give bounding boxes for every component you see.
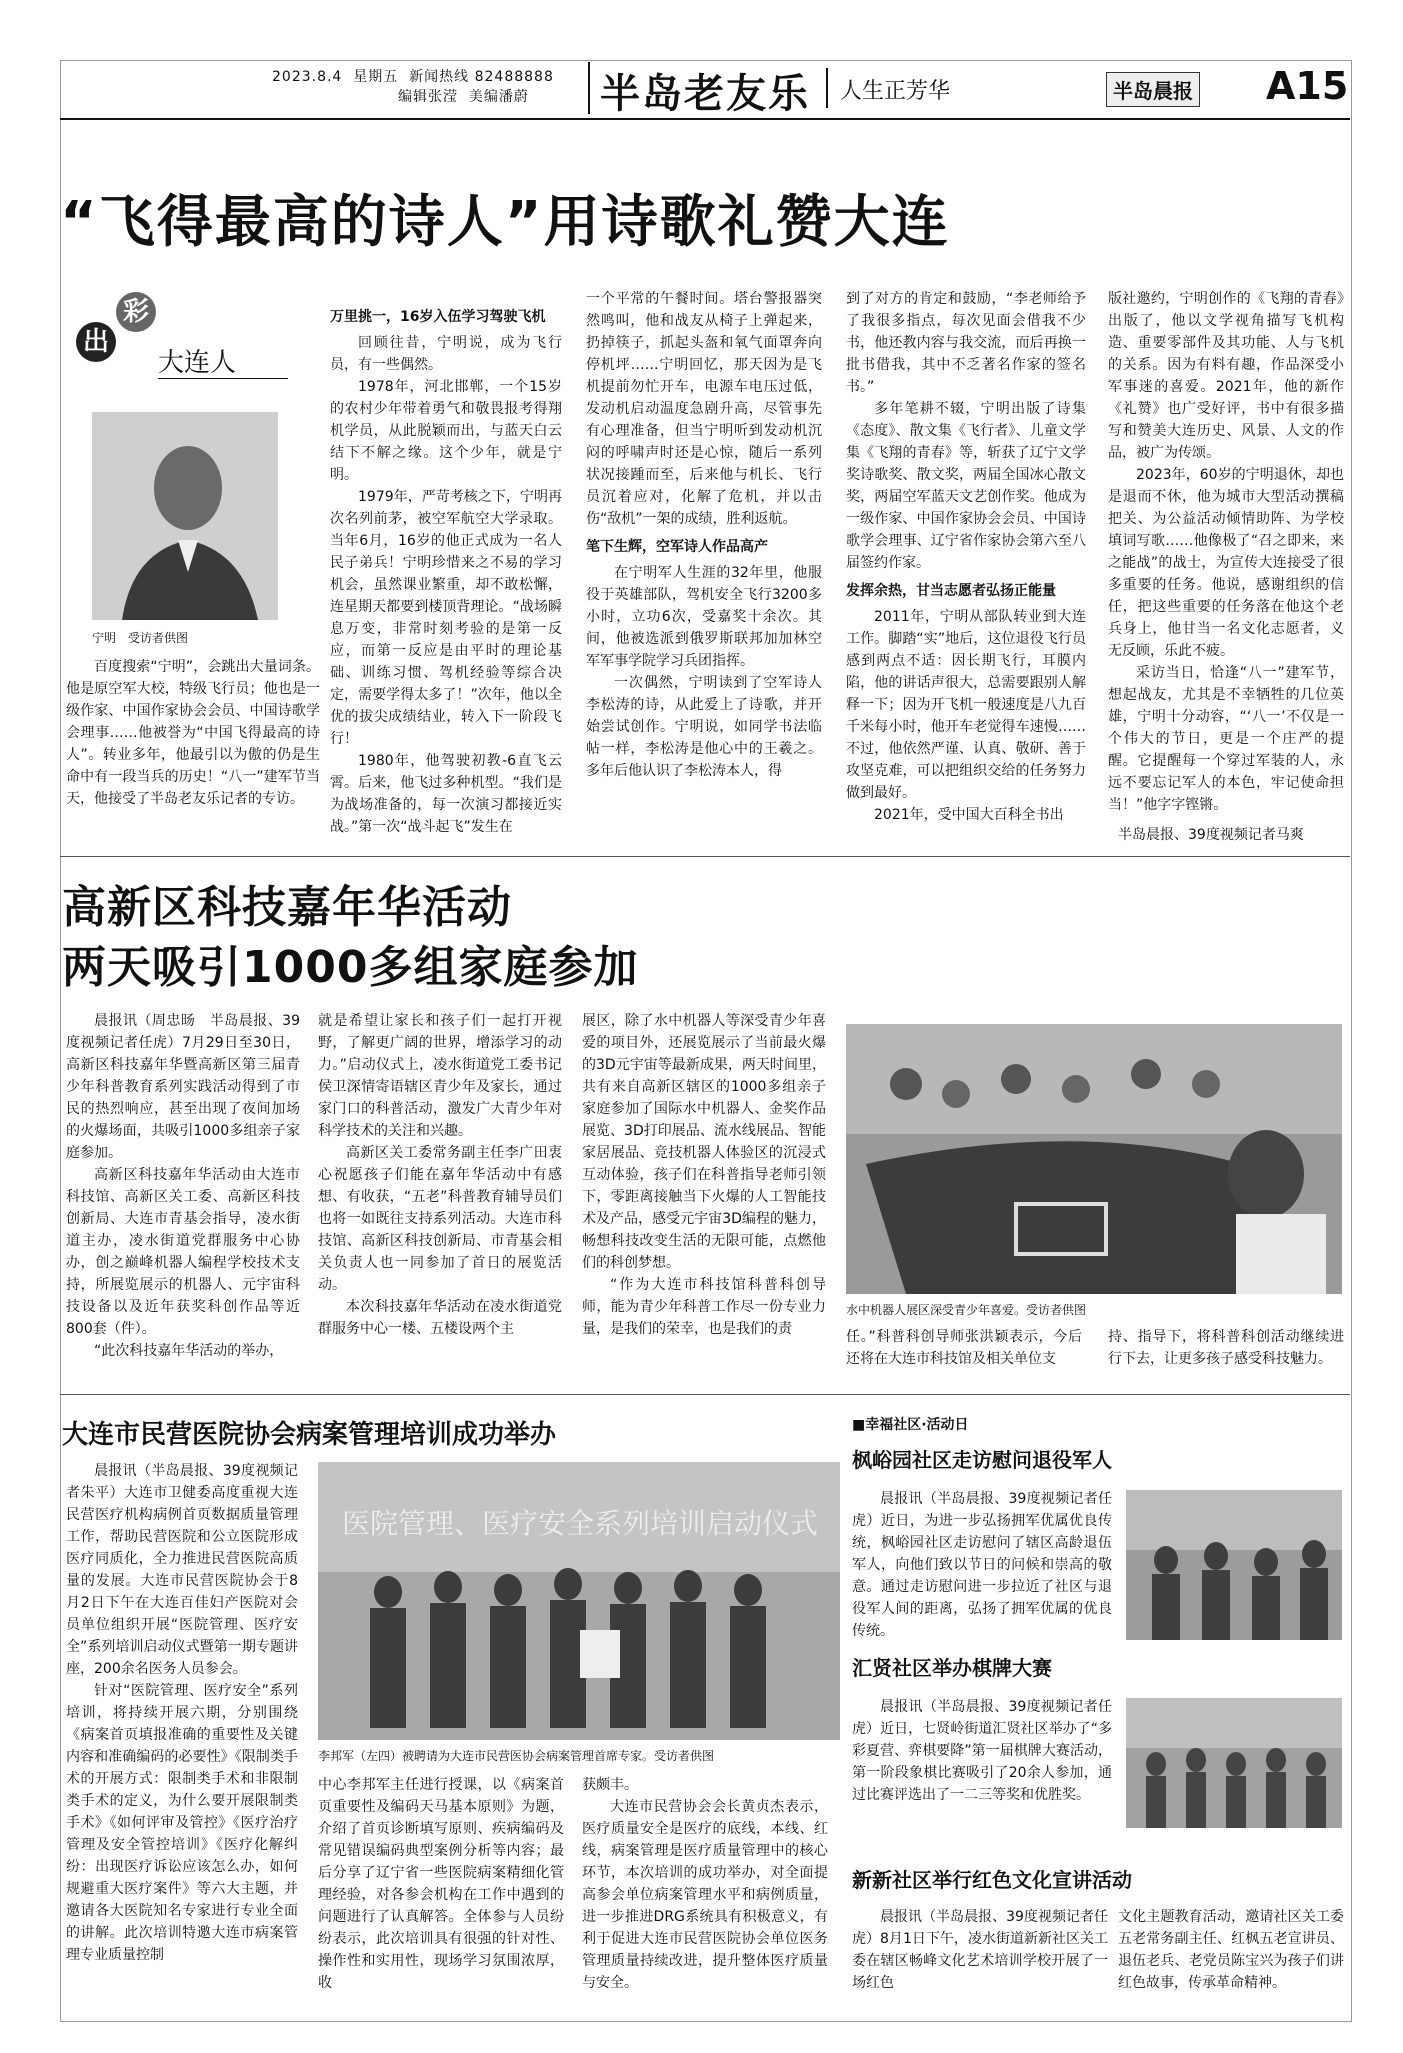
paragraph: 2011年，宁明从部队转业到大连工作。脚踏“实”地后，这位退役飞行员感到两点不适：因长期飞行，耳膜内陷，他的讲话声很大，总需要跟别人解释一下；因为开飞机一般速度是八九百千米每小时，他开车老觉得车速慢……不过，他依然严谨、认真、敬研、善于攻坚克难，可以把组织交给的任务努力做到最好。	[846, 609, 1086, 801]
community-c-text-left	[852, 1906, 1108, 2016]
chess-contest-photo	[1126, 1698, 1342, 1828]
paragraph: 高新区科技嘉年华活动由大连市科技馆、高新区关工委、高新区科技创新局、大连市青基会指导，凌水街道主办，凌水街道党群服务中心协办，创之巅峰机器人编程学校技术支持，所展览展示的机器人、元宇宙科技设备以及近年获奖科创作品等近800套（件）。	[66, 1167, 300, 1337]
story2-headline-line2: 两天吸引1000多组家庭参加	[62, 942, 639, 993]
paragraph: 版社邀约，宁明创作的《飞翔的青春》出版了，他以文学视角描写飞机构造、重要零部件及其功能、人与飞机的关系。因为有料有趣，作品深受小军事迷的喜爱。2021年，他的新作《礼赞》也广受好评，书中有很多描写和赞美大连历史、风景、人文的作品，被广为传颂。	[1108, 291, 1344, 461]
badge-circle-1: 出	[76, 322, 116, 362]
story1-col3	[586, 288, 822, 846]
section-rule	[60, 856, 1350, 857]
subheading: 万里挑一，16岁入伍学习驾驶飞机	[330, 309, 546, 325]
paragraph: 多年笔耕不辍，宁明出版了诗集《态度》、散文集《飞行者》、儿童文学集《飞翔的青春》等，斩获了辽宁文学奖诗歌奖、散文奖，两届全国冰心散文奖，两届空军蓝天文艺创作奖。他成为一级作家、中国作家协会会员、中国诗歌学会理事、辽宁省作家协会第六至八届签约作家。	[846, 401, 1086, 571]
story3-headline: 大连市民营医院协会病案管理培训成功举办	[62, 1420, 557, 1450]
paragraph: 1978年，河北邯郸，一个15岁的农村少年带着勇气和敬畏报考得翔机学员，从此脱颖而出，与蓝天白云结下不解之缘。这个少年，就是宁明。	[330, 379, 562, 483]
weekday: 星期五	[353, 69, 399, 85]
community-c-headline: 新新社区举行红色文化宣讲活动	[852, 1868, 1132, 1892]
paragraph: 回顾往昔，宁明说，成为飞行员，有一些偶然。	[330, 335, 562, 373]
ceremony-banner: 医院管理、医疗安全系列培训启动仪式	[342, 1507, 819, 1540]
story1-col4	[846, 288, 1086, 846]
portrait-photo	[92, 412, 278, 620]
editor-name: 编辑张滢	[398, 89, 458, 105]
portrait-figure	[92, 412, 278, 620]
paragraph: 持、指导下，将科普科创活动继续进行下去，让更多孩子感受科技魅力。	[1108, 1329, 1344, 1367]
veterans-scene	[1126, 1490, 1342, 1640]
paragraph: “作为大连市科技馆科普科创导师，能为青少年科普工作尽一份专业力量，是我们的荣幸，也是我们的责	[582, 1277, 826, 1337]
community-a-text	[852, 1488, 1112, 1642]
paragraph: 晨报讯（周忠旸 半岛晨报、39度视频记者任虎）7月29日至30日，高新区科技嘉年华暨高新区第三届青少年科普教育系列实践活动得到了市民的热烈响应，甚至出现了夜间加场的火爆场面，共吸引1000多组亲子家庭参加。	[66, 1013, 300, 1161]
chess-scene	[1126, 1698, 1342, 1828]
paragraph: 1980年，他驾驶初教-6直飞云霄。后来，他飞过多种机型。“我们是为战场准备的，每一次演习都接近实战。”第一次“战斗起飞”发生在	[330, 753, 562, 835]
story2-col5	[1108, 1326, 1344, 1372]
paragraph: 获颇丰。	[582, 1777, 638, 1793]
designer-name: 美编潘蔚	[468, 89, 529, 105]
paragraph: 本次科技嘉年华活动在凌水街道党群服务中心一楼、五楼设两个主	[318, 1299, 562, 1337]
story3-col1	[66, 1460, 298, 2016]
paragraph: “此次科技嘉年华活动的举办，	[94, 1343, 284, 1359]
news-hotline: 新闻热线 82488888	[409, 69, 554, 85]
ceremony-photo-caption: 李邦军（左四）被聘请为大连市民营医协会病案管理首席专家。受访者供图	[318, 1749, 715, 1763]
badge-label: 大连人	[158, 348, 237, 378]
issue-date: 2023.8.4	[272, 69, 343, 85]
paragraph: 晨报讯（半岛晨报、39度视频记者任虎）近日，为进一步弘扬拥军优属优良传统，枫峪园社区走访慰问了辖区高龄退伍军人，向他们致以节日的问候和崇高的敬意。通过走访慰问进一步拉近了社区与退役军人间的距离，弘扬了拥军优属的优良传统。	[852, 1491, 1112, 1639]
paragraph: 1979年，严苛考核之下，宁明再次名列前茅，被空军航空大学录取。当年6月，16岁的他正式成为一名人民子弟兵！宁明珍惜来之不易的学习机会，虽然课业繁重，却不敢松懈，连星期天都要到楼顶背理论。“战场瞬息万变，非常时刻考验的是第一反应，而第一反应是由平时的理论基础、训练习惯、驾机经验等综合决定，需要学得太多了！”次年，他以全优的拔尖成绩结业，转入下一阶段飞行！	[330, 489, 562, 747]
story1-col5	[1108, 288, 1344, 824]
paragraph: 采访当日，恰逢“八一”建军节，想起战友，尤其是不幸牺牲的几位英雄，宁明十分动容，“‘八一’不仅是一个伟大的节日，更是一个庄严的提醒。它提醒每一个穿过军装的人，永远不要忘记军人的本色，牢记使命担当！”他字字铿锵。	[1108, 665, 1344, 813]
story1-byline: 半岛晨报、39度视频记者马爽	[1118, 827, 1304, 843]
robot-photo-caption: 水中机器人展区深受青少年喜爱。受访者供图	[846, 1303, 1087, 1317]
robot-pool-scene	[846, 1024, 1342, 1294]
badge-circle-2: 彩	[116, 292, 156, 332]
paragraph: 高新区关工委常务副主任李广田衷心祝愿孩子们能在嘉年华活动中有感想、有收获，“五老”科普教育辅导员们也将一如既往支持系列活动。大连市科技馆、高新区科技创新局、市青基会相关负责人也一同参加了首日的展览活动。	[318, 1145, 562, 1293]
paragraph: 中心李邦军主任进行授课，以《病案首页重要性及编码天马基本原则》为题，介绍了首页诊断填写原则、疾病编码及常见错误编码典型案例分析等内容；最后分享了辽宁省一些医院病案精细化管理经验，对各参会机构在工作中遇到的问题进行了认真解答。全体参与人员纷纷表示，此次培训具有很强的针对性、操作性和实用性，现场学习氛围浓厚，收	[318, 1777, 564, 1991]
story3-col3	[582, 1774, 828, 2016]
header-date-line	[272, 68, 554, 86]
community-c-text-right	[1118, 1906, 1344, 2016]
page-number: A15	[1266, 64, 1349, 108]
story1-col2	[330, 300, 562, 846]
portrait-caption: 宁明 受访者供图	[92, 631, 189, 645]
subheading: 发挥余热，甘当志愿者弘扬正能量	[846, 583, 1056, 599]
header-divider	[826, 68, 828, 108]
story1-intro	[66, 656, 320, 846]
paragraph: 2021年，受中国大百科全书出	[874, 807, 1064, 823]
veterans-visit-photo	[1126, 1490, 1342, 1640]
header-divider	[588, 62, 590, 114]
newspaper-logo: 半岛晨报	[1106, 72, 1200, 107]
story2-headline-line1: 高新区科技嘉年华活动	[62, 882, 512, 933]
community-b-headline: 汇贤社区举办棋牌大赛	[852, 1656, 1052, 1680]
robot-pool-photo	[846, 1024, 1342, 1294]
community-a-headline: 枫峪园社区走访慰问退役军人	[852, 1448, 1112, 1472]
community-b-text	[852, 1696, 1112, 1826]
paragraph: 就是希望让家长和孩子们一起打开视野，了解更广阔的世界，增添学习的动力。”启动仪式上，凌水街道党工委书记侯卫深情寄语辖区青少年及家长，通过家门口的科普活动，激发广大青少年对科学技术的关注和兴趣。	[318, 1013, 562, 1139]
story1-headline: “飞得最高的诗人”用诗歌礼赞大连	[60, 190, 950, 255]
paragraph: 一次偶然，宁明读到了空军诗人李松涛的诗，从此爱上了诗歌，并开始尝试创作。宁明说，如同学书法临帖一样，李松涛是他心中的王羲之。多年后他认识了李松涛本人，得	[586, 675, 822, 779]
hospital-ceremony-photo	[318, 1462, 840, 1740]
paragraph: 任。”科普科创导师张洪颖表示，今后还将在大连市科技馆及相关单位支	[846, 1329, 1082, 1367]
community-kicker: ■幸福社区·活动日	[852, 1417, 969, 1433]
header-editors	[398, 88, 529, 106]
story2-col4	[846, 1326, 1082, 1372]
paragraph: 晨报讯（半岛晨报、39度视频记者任虎）8月1日下午，凌水街道新新社区关工委在辖区畅峰文化艺术培训学校开展了一场红色	[852, 1909, 1108, 1991]
story2-col3	[582, 1010, 826, 1394]
paragraph: 2023年，60岁的宁明退休，却也是退而不休，他为城市大型活动撰稿把关、为公益活动倾情助阵、为学校填词写歌……他像极了“召之即来，来之能战”的战士，为宣传大连接受了很多重要的任务。他说，感谢组织的信任，把这些重要的任务落在他这个老兵身上，他甘当一名文化志愿者，义无反顾，乐此不疲。	[1108, 467, 1344, 659]
paragraph: 晨报讯（半岛晨报、39度视频记者任虎）近日，七贤岭街道汇贤社区举办了“多彩夏营、弈棋要降”第一届棋牌大赛活动，第一阶段象棋比赛吸引了20余人参加，通过比赛评选出了一二三等奖和优胜奖。	[852, 1699, 1112, 1803]
section-rule	[60, 1394, 1350, 1395]
paragraph: 一个平常的午餐时间。塔台警报器突然鸣叫，他和战友从椅子上弹起来，扔掉筷子，抓起头盔和氧气面罩奔向停机坪……宁明回忆，那天因为是飞机提前勿忙开车，电源车电压过低，发动机启动温度急剧升高，尽管事先有心理准备，但当宁明听到发动机沉闷的呼啸声时还是心惊，随后一系列状况接踵而至，后来他与机长、飞行员沉着应对，化解了危机，并以击伤“敌机”一架的成绩，胜利返航。	[586, 291, 822, 527]
section-title: 半岛老友乐	[600, 70, 810, 117]
header-rule	[60, 118, 1350, 120]
story2-col1	[66, 1010, 300, 1394]
paragraph: 到了对方的肯定和鼓励，“李老师给予了我很多指点，每次见面会借我不少书，他还教内容与我交流，而后再换一批书借我，其中不乏著名作家的签名书。”	[846, 291, 1086, 395]
paragraph: 文化主题教育活动，邀请社区关工委五老常务副主任、红枫五老宣讲员、退伍老兵、老党员陈宝兴为孩子们讲红色故事，传承革命精神。	[1118, 1909, 1344, 1991]
paragraph: 百度搜索“宁明”，会跳出大量词条。他是原空军大校，特级飞行员；他也是一级作家、中国作家协会会员、中国诗歌学会理事……他被誉为“中国飞得最高的诗人”。转业多年，他最引以为傲的仍是生命中有一段当兵的历史！“八一”建军节当天，他接受了半岛老友乐记者的专访。	[66, 659, 320, 807]
subheading: 笔下生辉，空军诗人作品高产	[586, 539, 768, 555]
paragraph: 展区，除了水中机器人等深受青少年喜爱的项目外，还展览展示了当前最火爆的3D元宇宙等最新成果，两天时间里，共有来自高新区辖区的1000多组亲子家庭参加了国际水中机器人、金奖作品展览、3D打印展品、流水线展品、智能家居展品、竞技机器人体验区的沉浸式互动体验，孩子们在科普指导老师引领下，零距离接触当下火爆的人工智能技术及产品，感受元宇宙3D编程的魅力，畅想科技改变生活的无限可能，点燃他们的科创梦想。	[582, 1013, 826, 1271]
story3-col2	[318, 1774, 564, 2016]
story2-col2	[318, 1010, 562, 1394]
badge-underline	[158, 378, 288, 379]
paragraph: 在宁明军人生涯的32年里，他服役于英雄部队，驾机安全飞行3200多小时，立功6次，受嘉奖十余次。其间，他被选派到俄罗斯联邦加加林空军军事学院学习兵团指挥。	[586, 565, 822, 669]
paragraph: 大连市民营协会会长黄贞杰表示，医疗质量安全是医疗的底线，本线、红线，病案管理是医疗质量管理中的核心环节，本次培训的成功举办，对全面提高参会单位病案管理水平和病例质量，进一步推进DRG系统具有积极意义，有利于促进大连市民营医院协会单位医务管理质量持续改进，提升整体医疗质量与安全。	[582, 1799, 828, 1991]
paragraph: 针对“医院管理、医疗安全”系列培训，将持续开展六期，分别围绕《病案首页填报准确的重要性及关键内容和准确编码的必要性》《限制类手术的开展方式：限制类手术和非限制类手术的定义，为什么要开展限制类手术》《如何评审及管控》《医疗治疗管理及安全管控培训》《医疗化解纠纷：出现医疗诉讼应该怎么办，如何规避重大医疗案件》等六大主题，并邀请各大医院知名专家进行专业全面的讲解。此次培训特邀大连市病案管理专业质量控制	[66, 1683, 298, 1963]
paragraph: 晨报讯（半岛晨报、39度视频记者朱平）大连市卫健委高度重视大连民营医疗机构病例首页数据质量管理工作，帮助民营医院和公立医院形成医疗同质化，全力推进民营医院高质量的发展。大连市民营医院协会于8月2日下午在大连百佳妇产医院对会员单位组织开展“医院管理、医疗安全”系列培训启动仪式暨第一期专题讲座，200余名医务人员参会。	[66, 1463, 298, 1677]
section-tagline: 人生正芳华	[840, 79, 951, 104]
